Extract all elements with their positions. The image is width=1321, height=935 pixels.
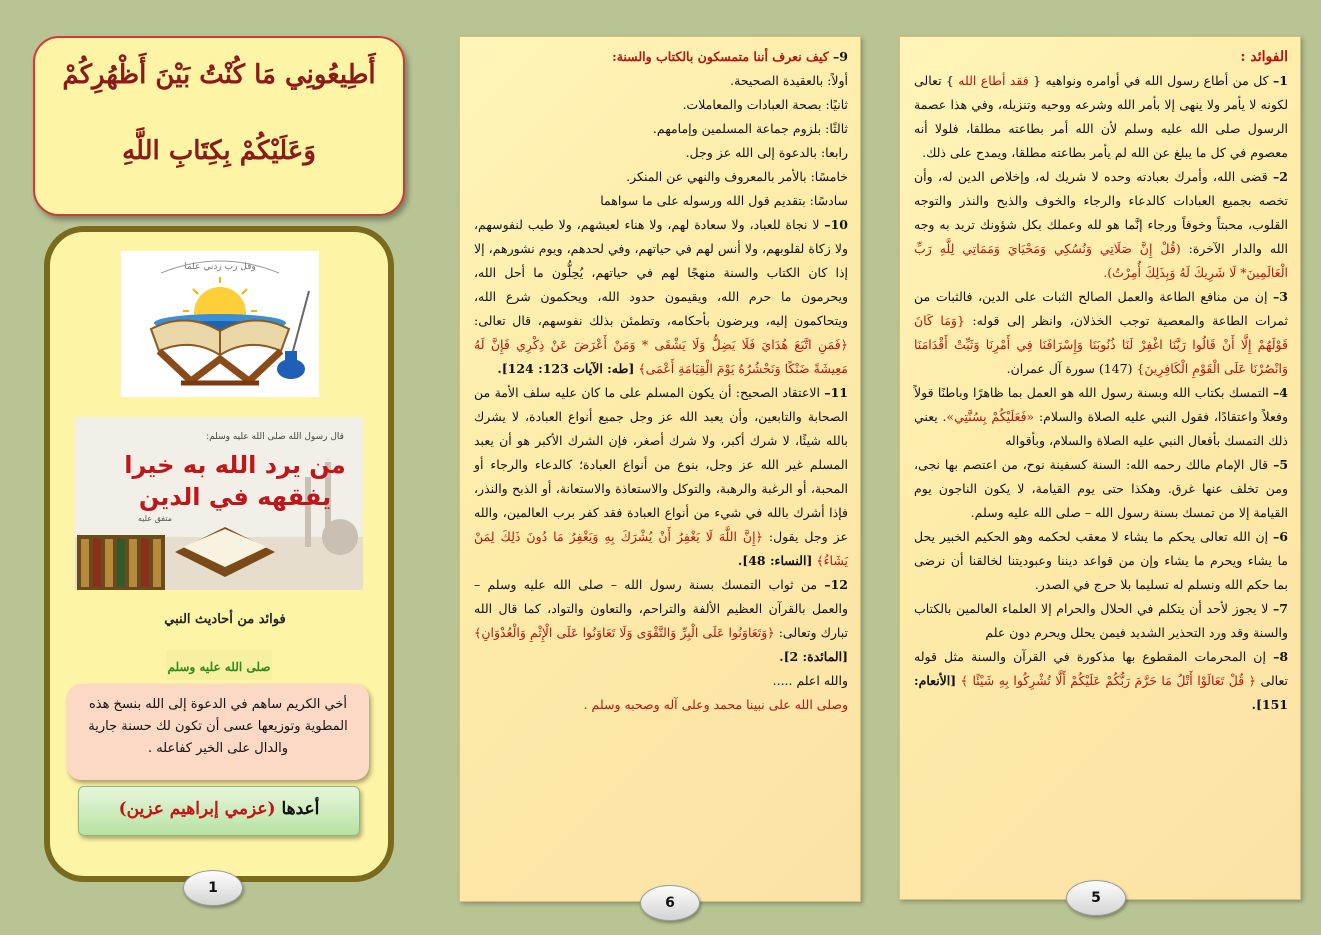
benefit-6: 6– إن الله تعالى يحكم ما يشاء لا معقب لحكمه وهو الحكيم الخبير يحل ما يشاء ويحرم ما يشاء وإن من قواعد ديننا وعبوديتنا لخالقنا أن نرضى بما حكم الله ونسلم له تسليما بلا حرج في الصدر. — [914, 529, 1288, 592]
q9-item-4: رابعا: بالدعوة إلى الله عز وجل. — [685, 145, 848, 160]
q9-item-3: ثالثًا: بلزوم جماعة المسلمين وإمامهم. — [652, 121, 848, 136]
q9-number: 9– — [833, 49, 848, 64]
q9-title: كيف نعرف أننا متمسكون بالكتاب والسنة: — [612, 49, 829, 64]
hadith-image-small: متفق عليه — [137, 514, 173, 523]
quran-image-caption: وقل رب زدني علما — [184, 262, 256, 272]
benefit-1: 1– كل من أطاع رسول الله في أوامره ونواهيه { فقد أطاع الله } تعالى لكونه لا يأمر ولا ينهى إلا بأمر الله وشرعه ووحيه وتنزيله، وفي هذا عصمة الرسول صلى الله عليه وسلم لأن الله أمر بطاعته مطلقا، فلولا أنه معصوم في كل ما يبلغ عن الله لم يأمر بطاعته مطلقا، ويمدح على ذلك. — [914, 73, 1288, 160]
paragraph-10-quran: ﴿فَمَنِ اتَّبَعَ هُدَايَ فَلَا يَضِلُّ وَلَا يَشْقَى * وَمَنْ أَعْرَضَ عَنْ ذِكْرِي فَإِنَّ لَهُ مَعِيشَةً ضَنْكًا وَنَحْشُرُهُ يَوْمَ الْقِيَامَةِ أَعْمَى﴾ — [474, 337, 848, 376]
q9-item-1: أولاً: بالعقيدة الصحيحة. — [730, 73, 848, 88]
page-number-5: 5 — [1066, 880, 1126, 916]
author-label: أعدها — [281, 799, 320, 819]
benefit-8: 8– إن المحرمات المقطوع بها مذكورة في القرآن والسنة مثل قوله تعالى ﴿ قُلْ تَعَالَوْا أَتْلُ مَا حَرَّمَ رَبُّكُمْ عَلَيْكُمْ أَلَّا تُشْرِكُوا بِهِ شَيْئًا ﴾ [الأنعام: 151]. — [914, 649, 1289, 712]
page-5-content — [914, 45, 1288, 717]
page-6-column — [459, 36, 861, 902]
author-box — [78, 786, 360, 836]
closing-2: وصلى الله على نبينا محمد وعلى آله وصحبه وسلم . — [583, 697, 848, 712]
benefit-2: 2– قضى الله، وأمرك بعبادته وحده لا شريك له، وإخلاص الدين له، وأن تخصه بجميع العبادات كالدعاء والرجاء والخوف والذبح والنذر والتوجه القلوب، محبتاً وخوفاً ورجاء إنَّما هو لله وعملك بكل شؤونك تريد به وجه الله والدار الآخرة: (قُلْ إِنَّ صَلَاتِي وَنُسُكِي وَمَحْيَايَ وَمَمَاتِي لِلَّهِ رَبِّ الْعَالَمِينَ* لَا شَرِيكَ لَهُ وَبِذَلِكَ أُمِرْتُ). — [914, 169, 1288, 280]
closing-1: والله اعلم ..... — [772, 673, 848, 688]
hadith-image-top: قال رسول الله صلى الله عليه وسلم: — [206, 432, 344, 442]
benefits-heading: الفوائد : — [1240, 49, 1288, 65]
paragraph-11-quran: ﴿إِنَّ اللَّهَ لَا يَغْفِرُ أَنْ يُشْرَكَ بِهِ وَيَغْفِرُ مَا دُونَ ذَلِكَ لِمَنْ يَشَاءُ﴾ — [474, 529, 848, 568]
paragraph-10: 10– لا نجاة للعباد، ولا سعادة لهم، ولا هناء لعيشهم، ولا طيب لنفوسهم، ولا زكاة لقلوبهم، ولا أنس لهم في حياتهم، وفي لحدهم، ويوم نشورهم، إلا إذا كان الكتاب والسنة منهجًا لهم في حياتهم، يُحِلُّون ما أحل الله، ويحرمون ما حرم الله، ويقيمون حدود الله، ويحكمون شرع الله، ويتحاكمون إليه، ويرضون بأحكامه، وتطمئن بذلك نفوسهم، قال تعالى: ﴿فَمَنِ اتَّبَعَ هُدَايَ فَلَا يَضِلُّ وَلَا يَشْقَى * وَمَنْ أَعْرَضَ عَنْ ذِكْرِي فَإِنَّ لَهُ مَعِيشَةً ضَنْكًا وَنَحْشُرُهُ يَوْمَ الْقِيَامَةِ أَعْمَى﴾ [طه: الآيات 123: 124]. — [474, 217, 848, 376]
benefit-7: 7– لا يجوز لأحد أن يتكلم في الحلال والحرام إلا العلماء العالمين بالكتاب والسنة وقد ورد التحذير الشديد فيمن يحلل ويحرم دون علم — [914, 601, 1288, 640]
paragraph-11: 11– الاعتقاد الصحيح: أن يكون المسلم على ما كان عليه سلف الأمة من الصحابة والتابعين، وأن يعبد الله عز وجل جميع أنواع العبادة، لا يشرك بالله شيئًا، لا شرك أكبر، ولا شرك أصغر، فإن الشرك الأكبر هو أن يعبد المسلم غير الله عز وجل، بنوع من أنواع العبادة؛ كالدعاء والرجاء أو المحبة، أو الرغبة والرهبة، والتوكل والاستعاذة والاستعانة، أو الذبح والنذر، فإذا أشرك بالله في شيء من أنواع العبادة فقد كفر برب العالمين، والله عز وجل يقول: ﴿إِنَّ اللَّهَ لَا يَغْفِرُ أَنْ يُشْرَكَ بِهِ وَيَغْفِرُ مَا دُونَ ذَلِكَ لِمَنْ يَشَاءُ﴾ [النساء: 48]. — [474, 385, 848, 568]
hadith-image — [75, 417, 363, 590]
quran-image — [121, 251, 319, 397]
paragraph-12: 12– من ثواب التمسك بسنة رسول الله – صلى الله عليه وسلم – والعمل بالقرآن العظيم الألفة والتراحم، والتعاون والتواد، كما قال الله تبارك وتعالى: ﴿وَتَعَاوَنُوا عَلَى الْبِرِّ وَالتَّقْوَى وَلَا تَعَاوَنُوا عَلَى الْإِثْمِ وَالْعُدْوَانِ﴾ [المائدة: 2]. — [474, 577, 848, 664]
page-number-1: 1 — [183, 870, 243, 906]
q9-item-5: خامسًا: بالأمر بالمعروف والنهي عن المنكر. — [626, 169, 848, 184]
benefit-4: 4– التمسك بكتاب الله وبسنة رسول الله هو العمل بما ظاهرًا وباطنًا قولاً وفعلاً واعتقادًا، فقول النبي عليه الصلاة والسلام: «فَعَلَيْكُمْ بِسُنَّتِي». يعني ذلك التمسك بأفعال النبي عليه الصلاة والسلام، وبأقواله — [914, 385, 1289, 448]
title-box — [33, 36, 405, 216]
calligraphy-text: صلى الله عليه وسلم — [167, 660, 271, 674]
page-6-content — [474, 45, 848, 717]
benefit-5: 5– قال الإمام مالك رحمه الله: السنة كسفينة نوح، من اعتصم بها نجى، ومن تخلف عنها غرق. وهكذا حتى يوم القيامة، لا يكون الناجون يوم القيامة إلا من تمسك بسنة رسول الله – صلى الله عليه وسلم. — [914, 457, 1289, 520]
author-name: (عزمي إبراهيم عزين) — [118, 799, 276, 819]
cover-caption: فوائد من أحاديث النبي — [164, 612, 286, 627]
title-line-2: وَعَلَيْكُمْ بِكِتَابِ اللَّهِ — [122, 136, 316, 166]
books-icon — [77, 535, 165, 590]
hadith-image-main-1: من يرد الله به خيرا — [124, 451, 346, 479]
quran-stand-icon — [121, 251, 319, 397]
page-number-6: 6 — [640, 885, 700, 921]
title-line-1: أَطِيعُونِي مَا كُنْتُ بَيْنَ أَظْهُرِكُمْ — [62, 60, 376, 90]
q9-item-6: سادسًا: بتقديم قول الله ورسوله على ما سواهما — [600, 193, 848, 208]
calligraphy-seal — [166, 650, 272, 680]
benefit-3: 3– إن من منافع الطاعة والعمل الصالح الثبات على الدين، فالثبات من ثمرات الطاعة والمعصية توجب الخذلان، وانظر إلى قوله: {وَمَا كَانَ قَوْلَهُمْ إِلَّا أَنْ قَالُوا رَبَّنَا اغْفِرْ لَنَا ذُنُوبَنَا وَإِسْرَافَنَا فِي أَمْرِنَا وَثَبِّتْ أَقْدَامَنَا وَانْصُرْنَا عَلَى الْقَوْمِ الْكَافِرِينَ} (147) سورة آل عمران. — [914, 289, 1288, 376]
note-box — [67, 684, 369, 780]
hadith-image-main-2: يفقهه في الدين — [138, 483, 332, 511]
q9-item-2: ثانيًا: بصحة العبادات والمعاملات. — [682, 97, 848, 112]
paragraph-12-quran: ﴿وَتَعَاوَنُوا عَلَى الْبِرِّ وَالتَّقْوَى وَلَا تَعَاوَنُوا عَلَى الْإِثْمِ وَالْعُدْوَانِ﴾ — [474, 625, 775, 640]
note-text: أخي الكريم ساهم في الدعوة إلى الله بنسخ هذه المطوية وتوزيعها عسى أن تكون لك حسنة جارية والدال على الخير كفاعله . — [88, 697, 348, 756]
page-5-column — [899, 36, 1301, 900]
